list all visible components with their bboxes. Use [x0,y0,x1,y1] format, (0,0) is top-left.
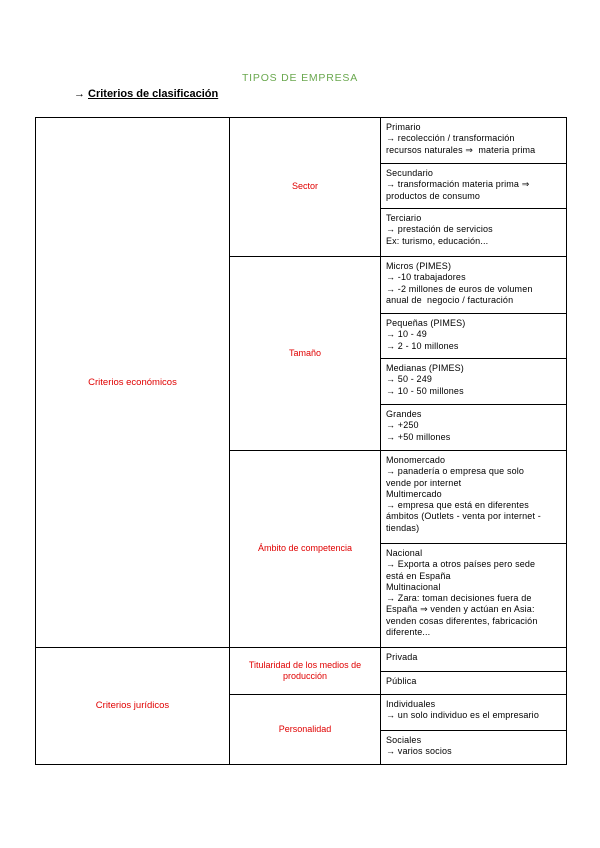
detail-line: Individuales [386,699,436,709]
detail-line: → un solo individuo es el empresario [386,710,539,721]
detail-line: → 10 - 49 [386,329,427,340]
classification-detail [381,209,567,257]
classification-detail [381,314,567,359]
classification-detail [381,731,567,765]
detail-line: Terciario [386,213,422,223]
classification-table [35,117,567,765]
detail-line: Ex: turismo, educación... [386,235,489,246]
detail-line: anual de negocio / facturación [386,294,514,305]
table-row [36,118,567,164]
detail-line: Primario [386,122,421,132]
detail-line: → panadería o empresa que solo [386,466,525,477]
detail-line: Grandes [386,409,422,419]
detail-line: España ⇒ venden y actúan en Asia: [386,604,535,615]
classification-detail [381,257,567,314]
detail-line: → prestación de servicios [386,224,493,235]
detail-line: → transformación materia prima ⇒ [386,179,530,190]
section-heading [74,88,218,100]
detail-line: → 10 - 50 millones [386,385,464,396]
classification-detail [381,544,567,648]
classification-detail [381,405,567,451]
detail-line: Secundario [386,168,434,178]
detail-line: diferente... [386,627,431,638]
detail-line: Sociales [386,735,422,745]
criteria-subcategory: Ámbito de competencia [230,451,381,648]
classification-detail [381,451,567,544]
detail-line: venden cosas diferentes, fabricación [386,615,538,626]
detail-line: → 50 - 249 [386,374,433,385]
detail-line: Monomercado [386,455,446,465]
detail-line: → -10 trabajadores [386,272,466,283]
detail-line: → varios socios [386,746,452,757]
criteria-subcategory: Titularidad de los medios de producción [230,648,381,695]
detail-line: → Zara: toman decisiones fuera de [386,593,532,604]
criteria-subcategory: Personalidad [230,695,381,765]
detail-line: ámbitos (Outlets - venta por internet - [386,511,541,522]
detail-line: → 2 - 10 millones [386,340,459,351]
detail-line: → +50 millones [386,431,451,442]
detail-line: Micros (PIMES) [386,261,452,271]
detail-line: Privada [386,652,418,662]
classification-detail [381,648,567,672]
detail-line: Pública [386,676,417,686]
detail-line: → empresa que está en diferentes [386,500,529,511]
detail-line: Multinacional [386,581,441,592]
detail-line: → recolección / transformación [386,133,515,144]
table-row [36,648,567,672]
classification-detail [381,164,567,209]
detail-line: vende por internet [386,477,462,488]
detail-line: → +250 [386,420,419,431]
detail-line: productos de consumo [386,190,481,201]
detail-line: Medianas (PIMES) [386,363,464,373]
criteria-subcategory: Sector [230,118,381,257]
right-arrow-icon: → [74,88,85,100]
criteria-category: Criterios económicos [36,118,230,648]
detail-line: está en España [386,570,451,581]
criteria-category: Criterios jurídicos [36,648,230,765]
criteria-subcategory: Tamaño [230,257,381,451]
section-heading-text: Criterios de clasificación [88,88,219,100]
classification-detail [381,672,567,695]
detail-line: Nacional [386,548,423,558]
detail-line: Pequeñas (PIMES) [386,318,466,328]
document-title: TIPOS DE EMPRESA [241,72,359,84]
classification-detail [381,695,567,731]
detail-line: Multimercado [386,488,442,499]
detail-line: → Exporta a otros países pero sede [386,559,536,570]
detail-line: recursos naturales ⇒ materia prima [386,144,536,155]
detail-line: tiendas) [386,522,420,533]
classification-detail [381,118,567,164]
detail-line: → -2 millones de euros de volumen [386,283,533,294]
classification-detail [381,359,567,405]
